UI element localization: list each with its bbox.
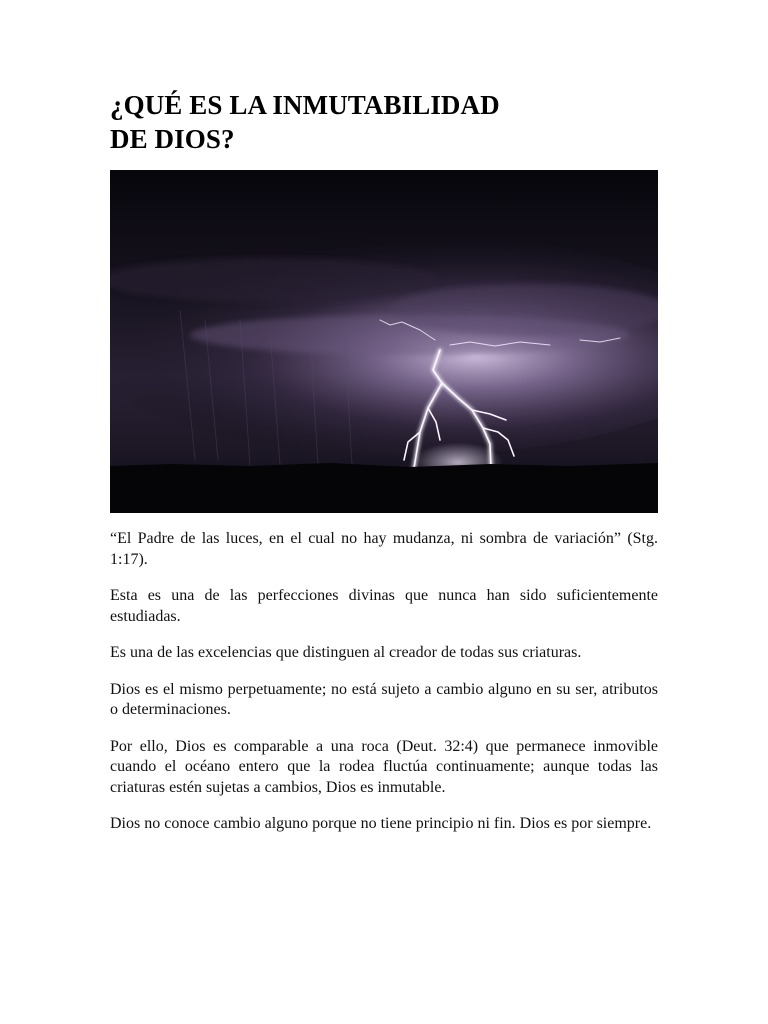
paragraph: Es una de las excelencias que distinguen al creador de todas sus criaturas. (110, 644, 582, 661)
paragraph-quote: “El Padre de las luces, en el cual no hay mudanza, ni sombra de variación” (Stg. 1:17). (110, 530, 658, 568)
paragraph: Por ello, Dios es comparable a una roca (Deut. 32:4) que permanece inmovible cuando el océano entero que la rodea fluctúa continuamente; aunque todas las criaturas estén sujetas a cambios, Dios es inmutable. (110, 737, 658, 796)
paragraph: Dios es el mismo perpetuamente; no está sujeto a cambio alguno en su ser, atributos o determinaciones. (110, 680, 658, 718)
page-title-line-1: ¿QUÉ ES LA INMUTABILIDAD (110, 90, 500, 120)
page-title-line-2: DE DIOS? (110, 124, 235, 154)
article-body (110, 529, 658, 851)
paragraph: Esta es una de las perfecciones divinas que nunca han sido suficientemente estudiadas. (110, 587, 658, 625)
paragraph: Dios no conoce cambio alguno porque no tiene principio ni fin. Dios es por siempre. (110, 815, 652, 832)
page-title (110, 88, 670, 156)
lightning-storm-photo (110, 170, 658, 513)
lightning-storm-illustration (110, 170, 658, 513)
